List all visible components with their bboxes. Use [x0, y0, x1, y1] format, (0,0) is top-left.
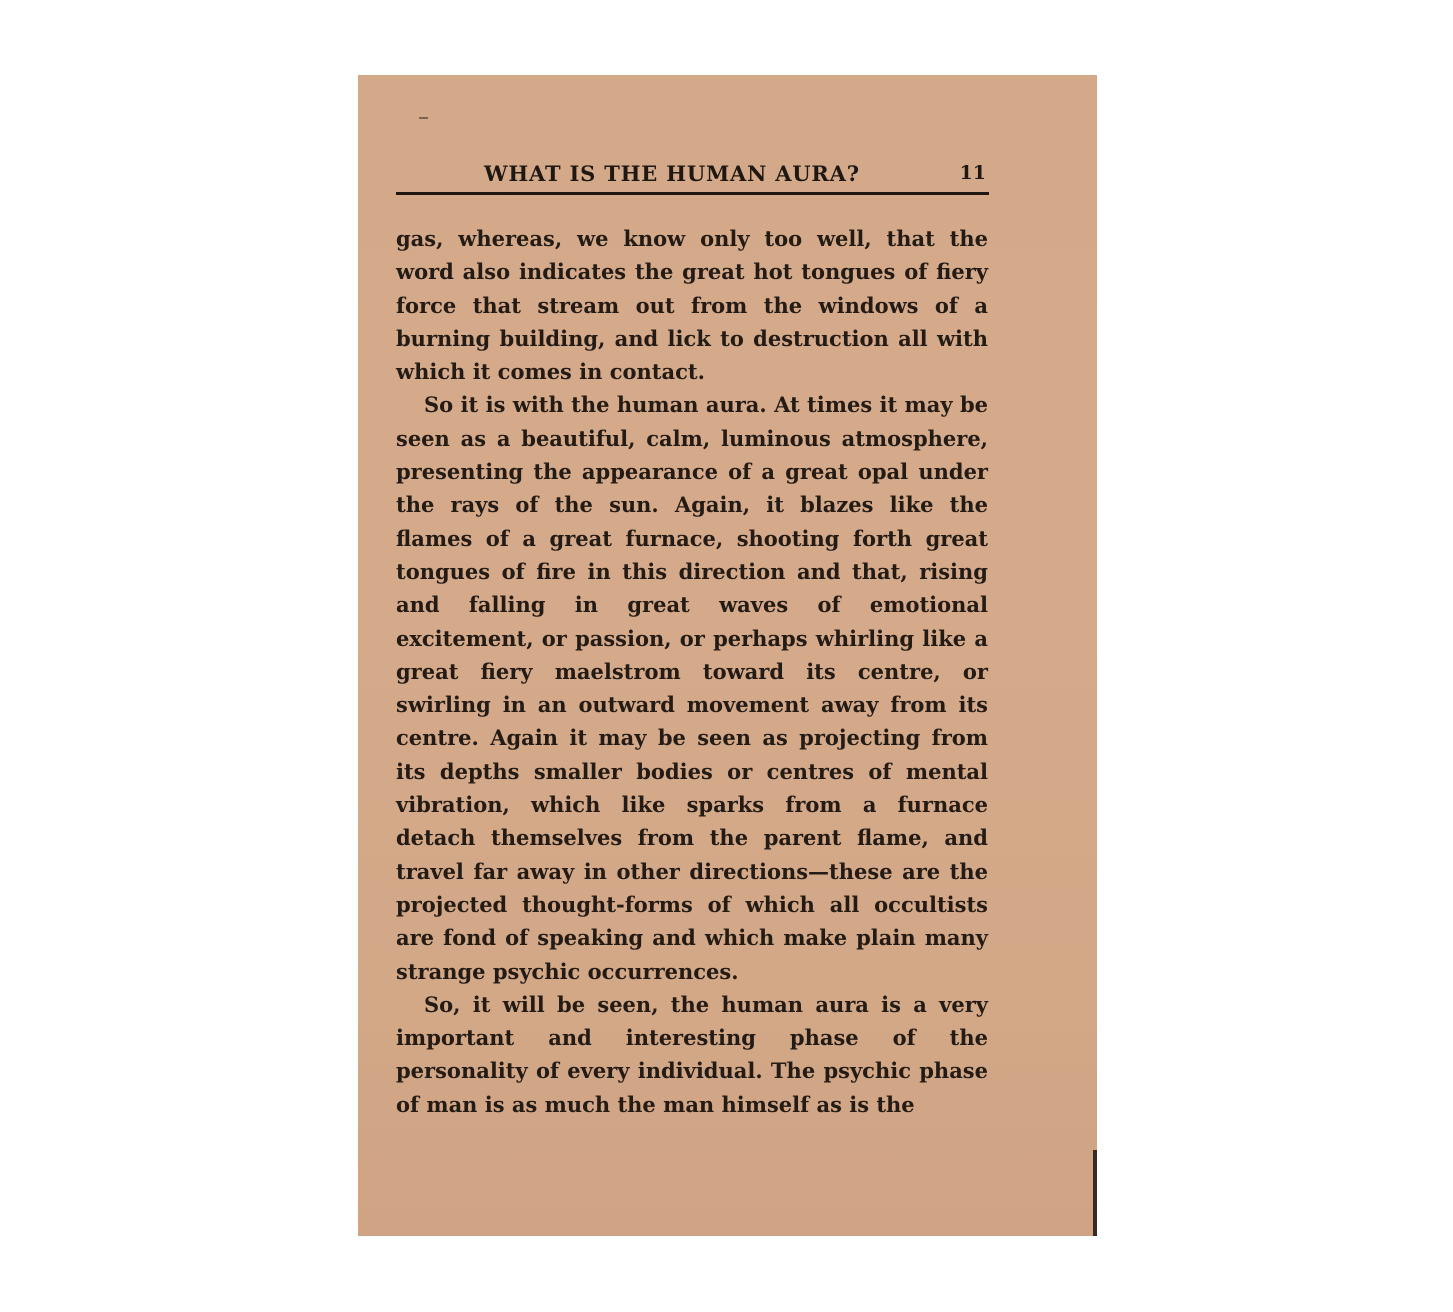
paragraph-3: So, it will be seen, the human aura is a very important and interesting phase of the personality of every individual. The psychic phase of man is as much the man himself as is the [396, 991, 988, 1117]
page-edge-shadow [1093, 1150, 1097, 1236]
header-rule [396, 192, 989, 195]
page-number: 11 [959, 162, 986, 184]
book-page [358, 75, 1097, 1236]
paragraph-1: gas, whereas, we know only too well, that the word also indicates the great hot tongues of fiery force that stream out from the windows of a burning building, and lick to destruction all with which it comes in contact. [396, 226, 988, 385]
page-header [396, 161, 988, 191]
paragraph-2: So it is with the human aura. At times it may be seen as a beautiful, calm, luminous atmosphere, presenting the appearance of a great opal under the rays of the sun. Again, it blazes like the flames of a great furnace, shooting forth great tongues of fire in this direction and that, rising and falling in great waves of emotional excitement, or passion, or perhaps whirling like a great fiery maelstrom toward its centre, or swirling in an outward movement away from its centre. Again it may be seen as projecting from its depths smaller bodies or centres of mental vibration, which like sparks from a furnace detach themselves from the parent flame, and travel far away in other directions—these are the projected thought-forms of which all occultists are fond of speaking and which make plain many strange psychic occurrences. [396, 392, 988, 984]
ink-mark [419, 117, 428, 119]
body-text [396, 222, 988, 1121]
running-title: WHAT IS THE HUMAN AURA? [484, 161, 860, 186]
